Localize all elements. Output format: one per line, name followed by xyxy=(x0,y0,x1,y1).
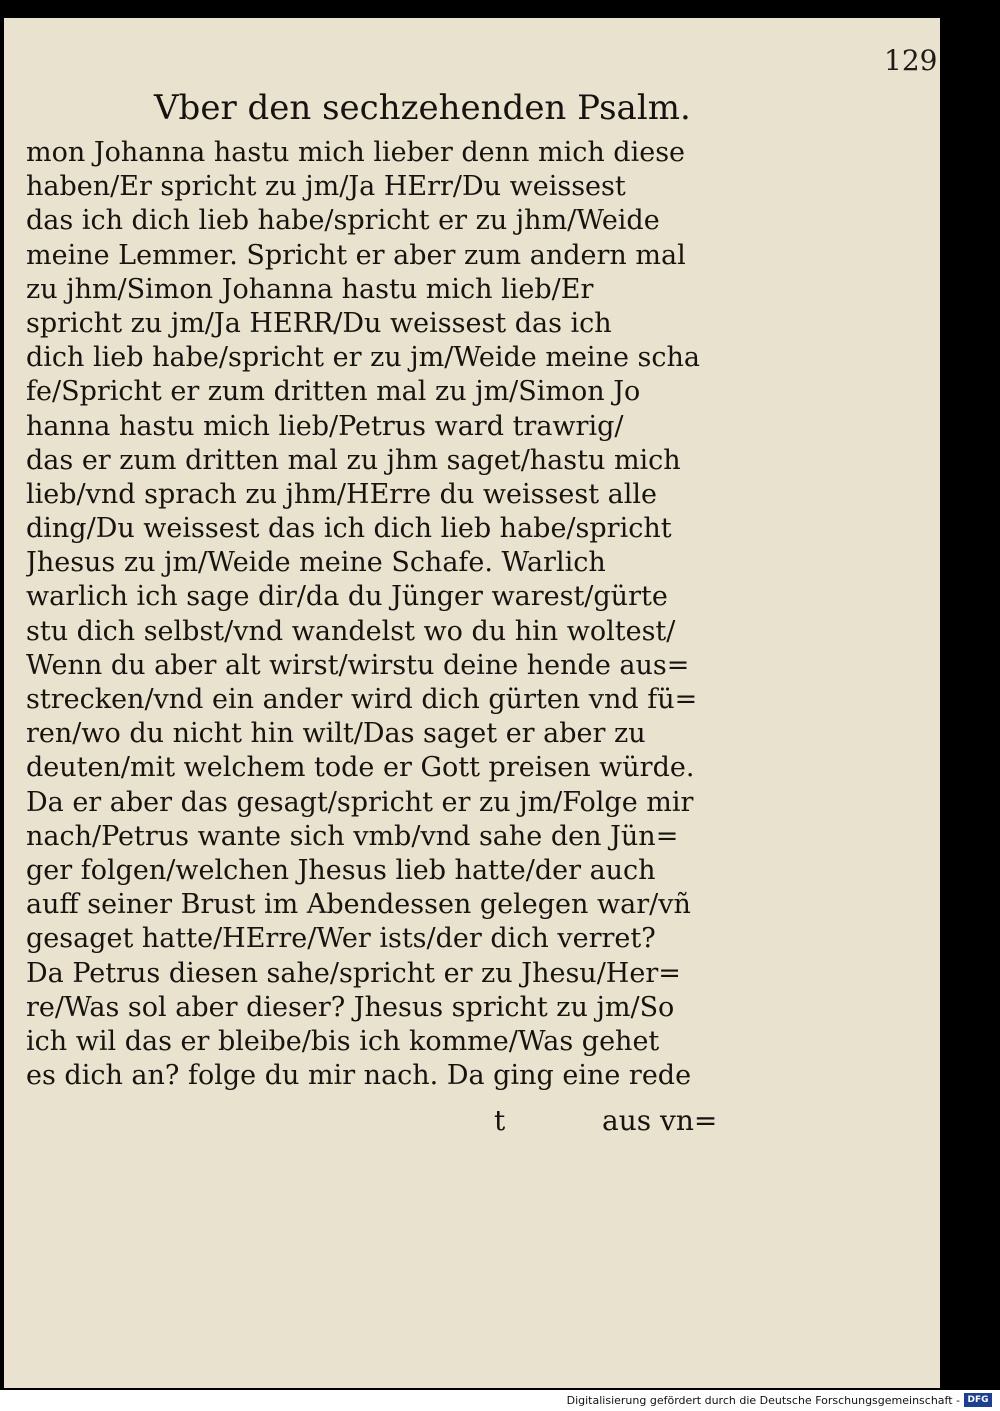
text-line: ren/wo du nicht hin wilt/Das saget er aber zu xyxy=(26,718,646,750)
text-line: ding/Du weissest das ich dich lieb habe/spricht xyxy=(26,513,672,545)
book-page xyxy=(4,18,940,1388)
folio-number: 129 xyxy=(884,44,938,77)
text-line: ger folgen/welchen Jhesus lieb hatte/der auch xyxy=(26,854,656,886)
text-line: Jhesus zu jm/Weide meine Schafe. Warlich xyxy=(26,547,606,579)
text-line: das er zum dritten mal zu jhm saget/hastu mich xyxy=(26,444,681,476)
text-line: hanna hastu mich lieb/Petrus ward trawrig/ xyxy=(26,410,624,442)
text-line: meine Lemmer. Spricht er aber zum andern mal xyxy=(26,239,686,271)
text-line: fe/Spricht er zum dritten mal zu jm/Simon Jo xyxy=(26,376,641,408)
text-line: Da Petrus diesen sahe/spricht er zu Jhesu/Her= xyxy=(26,957,681,989)
signature-mark: t xyxy=(494,1104,506,1137)
text-line: re/Was sol aber dieser? Jhesus spricht zu jm/So xyxy=(26,991,675,1023)
text-line: Wenn du aber alt wirst/wirstu deine hende aus= xyxy=(26,649,690,681)
text-line: dich lieb habe/spricht er zu jm/Weide meine scha xyxy=(26,342,700,374)
text-line: deuten/mit welchem tode er Gott preisen würde. xyxy=(26,752,695,784)
text-line: stu dich selbst/vnd wandelst wo du hin woltest/ xyxy=(26,615,676,647)
text-line: gesaget hatte/HErre/Wer ists/der dich verret? xyxy=(26,923,656,955)
dfg-logo-icon: DFG xyxy=(964,1393,992,1407)
text-line: es dich an? folge du mir nach. Da ging eine rede xyxy=(26,1060,692,1092)
text-line: spricht zu jm/Ja HERR/Du weissest das ich xyxy=(26,307,612,339)
text-line: strecken/vnd ein ander wird dich gürten vnd fü= xyxy=(26,684,698,715)
body-text xyxy=(26,136,746,1093)
catchword: aus vn= xyxy=(602,1104,718,1137)
text-line: haben/Er spricht zu jm/Ja HErr/Du weissest xyxy=(26,171,626,203)
text-line: Da er aber das gesagt/spricht er zu jm/Folge mir xyxy=(26,786,694,818)
text-line: lieb/vnd sprach zu jhm/HErre du weissest alle xyxy=(26,478,657,510)
text-line: auff seiner Brust im Abendessen gelegen war/vñ xyxy=(26,889,691,921)
text-line: nach/Petrus wante sich vmb/vnd sahe den Jün= xyxy=(26,820,679,852)
funding-credit: Digitalisierung gefördert durch die Deutsche Forschungsgemeinschaft - xyxy=(566,1394,960,1407)
text-line: das ich dich lieb habe/spricht er zu jhm/Weide xyxy=(26,205,660,237)
text-line: zu jhm/Simon Johanna hastu mich lieb/Er xyxy=(26,273,594,305)
text-line: warlich ich sage dir/da du Jünger warest/gürte xyxy=(26,581,668,613)
running-head: Vber den sechzehenden Psalm. xyxy=(154,88,691,128)
text-line: mon Johanna hastu mich lieber denn mich diese xyxy=(26,137,686,168)
text-line: ich wil das er bleibe/bis ich komme/Was gehet xyxy=(26,1025,660,1057)
footer-bar xyxy=(0,1390,1000,1411)
